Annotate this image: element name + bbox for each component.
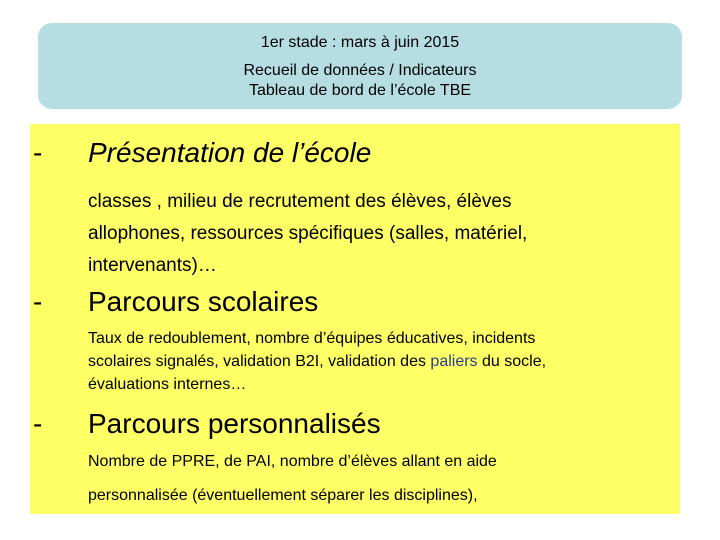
- section-3-title: Parcours personnalisés: [88, 408, 381, 439]
- section-2-title: Parcours scolaires: [88, 286, 319, 317]
- section-1-desc-line-2: allophones, ressources spécifiques (salles, matériel,: [88, 223, 528, 244]
- section-1-desc-line-3: intervenants)…: [88, 255, 217, 276]
- section-2-desc-line-2-start: scolaires signalés, validation B2I, validation des: [88, 353, 431, 370]
- section-3-desc-line-1: Nombre de PPRE, de PAI, nombre d’élèves allant en aide: [88, 453, 497, 470]
- header-stage-line: 1er stade : mars à juin 2015: [260, 34, 460, 51]
- header-banner: [38, 23, 682, 109]
- section-1-title: Présentation de l’école: [88, 137, 372, 168]
- header-subtitle-line: Recueil de données / Indicateurs: [243, 62, 477, 79]
- section-1-desc-line-1: classes , milieu de recrutement des élèves, élèves: [88, 191, 512, 212]
- section-3-dash: -: [33, 408, 43, 439]
- section-2-desc-line-1: Taux de redoublement, nombre d’équipes éducatives, incidents: [88, 330, 536, 347]
- section-2-desc-line-3: évaluations internes…: [88, 376, 247, 393]
- section-2-dash: -: [33, 286, 43, 317]
- header-tbe-line: Tableau de bord de l’école TBE: [248, 82, 472, 99]
- paliers-highlight: paliers: [430, 353, 478, 370]
- section-2-desc-line-2: [88, 351, 678, 372]
- section-2-desc-line-2-end: du socle,: [477, 353, 547, 370]
- section-1-dash: -: [33, 137, 43, 168]
- section-3-desc-line-2: personnalisée (éventuellement séparer les disciplines),: [88, 487, 478, 504]
